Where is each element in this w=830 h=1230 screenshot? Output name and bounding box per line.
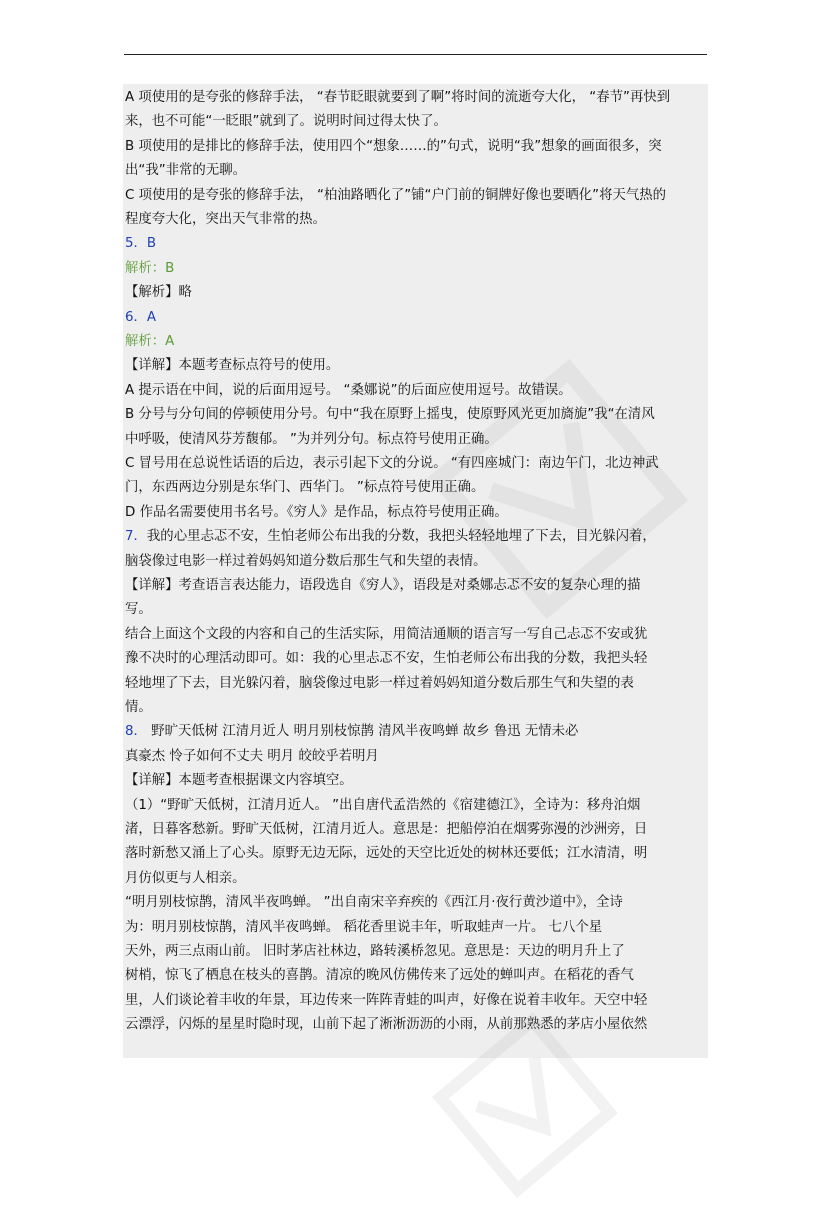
question-number: 8． — [125, 724, 147, 740]
text-line: 【详解】考查语言表达能力，语段选自《穷人》，语段是对桑娜忐忑不安的复杂心理的描 — [125, 578, 641, 593]
text-line: 树梢，惊飞了栖息在枝头的喜鹊。清凉的晚风仿佛传来了远处的蝉叫声。在稻花的香气 — [125, 968, 634, 984]
text-line: 程度夸大化，突出天气非常的热。 — [125, 212, 326, 227]
text-line: 出“我”非常的无聊。 — [125, 163, 246, 179]
text-line: 7．我的心里忐忑不安，生怕老师公布出我的分数，我把头轻轻地埋了下去，目光躲闪着， — [125, 529, 656, 545]
text-line: 来，也不可能“一眨眼”就到了。说明时间过得太快了。 — [125, 114, 447, 130]
text-line: 云漂浮，闪烁的星星时隐时现，山前下起了淅淅沥沥的小雨，从前那熟悉的茅店小屋依然 — [125, 1017, 648, 1033]
text-line: 真豪杰 怜子如何不丈夫 明月 皎皎乎若明月 — [125, 748, 379, 764]
text-line: 6．A — [125, 309, 157, 325]
text-line: 8． 野旷天低树 江清月近人 明月别枝惊鹊 清风半夜鸣蝉 故乡 鲁迅 无情未必 — [125, 724, 579, 740]
text-line: B 项使用的是排比的修辞手法，使用四个“想象……的”句式，说明“我”想象的画面很多，突 — [125, 138, 662, 154]
text-line: 天外，两三点雨山前。 旧时茅店社林边，路转溪桥忽见。意思是：天边的明月升上了 — [125, 944, 625, 959]
text-line: 解析：A — [125, 334, 175, 349]
text-line: 情。 — [125, 700, 152, 715]
answer-content — [123, 84, 708, 1058]
text-line: C 项使用的是夸张的修辞手法， “柏油路晒化了”铺“户门前的铜牌好像也要晒化”将天气热的 — [125, 187, 667, 203]
text-line: D 作品名需要使用书名号。《穷人》是作品，标点符号使用正确。 — [125, 504, 508, 520]
text-line: 结合上面这个文段的内容和自己的生活实际，用简洁通顺的语言写一写自己忐忑不安或犹 — [125, 626, 648, 642]
question-number: 7． — [125, 529, 147, 545]
text-line: A 项使用的是夸张的修辞手法， “春节眨眼就要到了啊”将时间的流逝夸大化， “春节”再快到 — [125, 90, 671, 105]
text-line: C 冒号用在总说性话语的后边，表示引起下文的分说。 “有四座城门：南边午门，北边神武 — [125, 456, 659, 471]
text-line: 脑袋像过电影一样过着妈妈知道分数后那生气和失望的表情。 — [125, 553, 487, 569]
text-line: 解析：B — [125, 260, 175, 276]
text-line: 5．B — [125, 236, 157, 252]
text-line: B 分号与分句间的停顿使用分号。句中“我在原野上摇曳，使原野风光更加旖旎”我“在清风 — [125, 407, 655, 423]
text-line: 【解析】略 — [125, 285, 192, 301]
header-rule — [124, 54, 707, 55]
text-line: 轻地埋了下去，目光躲闪着，脑袋像过电影一样过着妈妈知道分数后那生气和失望的表 — [125, 675, 634, 691]
text-line: 落时新愁又涌上了心头。原野无边无际，远处的天空比近处的树林还要低；江水清清，明 — [125, 846, 648, 862]
text-line: A 提示语在中间，说的后面用逗号。 “桑娜说”的后面应使用逗号。故错误。 — [125, 382, 572, 398]
text-line: 月仿似更与人相亲。 — [125, 870, 246, 886]
text-line: 为：明月别枝惊鹊，清风半夜鸣蝉。 稻花香里说丰年，听取蛙声一片。 七八个星 — [125, 919, 603, 935]
text-line: 里，人们谈论着丰收的年景，耳边传来一阵阵青蛙的叫声，好像在说着丰收年。天空中轻 — [125, 992, 648, 1008]
text-line: （1）“野旷天低树，江清月近人。 ”出自唐代孟浩然的《宿建德江》，全诗为：移舟泊烟 — [125, 797, 641, 813]
text-line: 渚，日暮客愁新。野旷天低树，江清月近人。意思是：把船停泊在烟雾弥漫的沙洲旁，日 — [125, 822, 648, 837]
text-line: 写。 — [125, 602, 152, 618]
text-line: “明月别枝惊鹊，清风半夜鸣蝉。 ”出自南宋辛弃疾的《西江月·夜行黄沙道中》，全诗 — [125, 895, 623, 911]
text-line: 【详解】本题考查标点符号的使用。 — [125, 358, 340, 374]
text-line: 中呼吸，使清风芬芳馥郁。 ”为并列分句。标点符号使用正确。 — [125, 431, 498, 447]
text-line: 【详解】本题考查根据课文内容填空。 — [125, 773, 353, 789]
text-line: 门，东西两边分别是东华门、西华门。 ”标点符号使用正确。 — [125, 480, 485, 496]
text-line: 豫不决时的心理活动即可。如：我的心里忐忑不安，生怕老师公布出我的分数，我把头轻 — [125, 651, 648, 667]
